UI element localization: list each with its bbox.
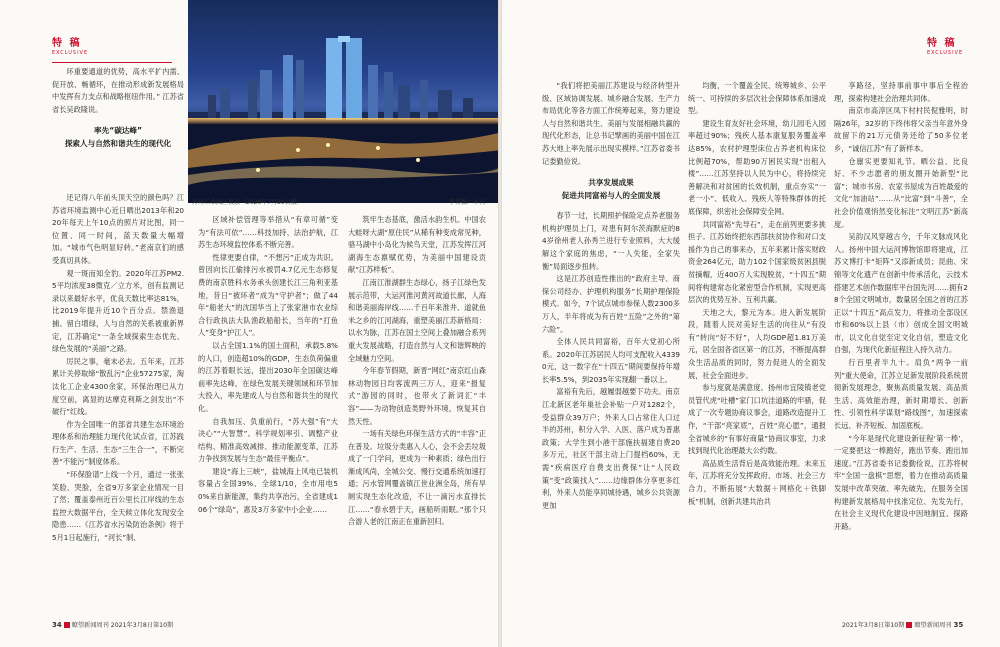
subheading: 探索人与自然和谐共生的现代化 — [64, 139, 172, 149]
section-label-right — [927, 34, 963, 56]
logo-mark-icon — [64, 622, 70, 628]
section-title-cn: 特 稿 — [927, 38, 957, 49]
city-skyline-illustration — [188, 0, 503, 203]
paragraph: “环保脸谱”上线一个月，通过一张张笑脸、哭脸，全省9万多家企业情况一目了然；覆盖泰州近百公里长江岸线的生态监控大数据平台，全天候立体化发现安全隐患……《江苏省水污染防治条例》将于5月1日起施行，“河长”制、 — [52, 470, 184, 543]
subheading: 促进共同富裕与人的全面发展 — [561, 191, 661, 201]
paragraph: 南京市高淳区凤下村村民倪雅明，时隔26年，32岁的下终伟将父亲当年意外身故留下的21万元债务还给了50多位老乡，“诚信江苏”有了新样本。 — [834, 106, 968, 153]
subheading: 率先“碳达峰” — [94, 126, 142, 136]
paragraph: 均衡，一个覆盖全民、统筹城乡、公平统一、可持续的多层次社会保障体系加速成型。 — [688, 81, 826, 116]
issue-date: 2021年3月8日第10期 — [842, 622, 905, 629]
paragraph: 性律更要自律，“不想污”正成为共识。曾因向长江偷排污水被罚4.7亿元生态修复费的南京胜科水务承头创建长江三角利亚基地，昔日“被环者”成为“守护者”；做了44年“船老大”的沈国华当上了张家港市农业综合行政执法大队渔政船船长，当年的“打鱼人”变身“护江人”。 — [198, 252, 338, 338]
left-column-3 — [348, 214, 486, 594]
paragraph: “我们将把美丽江苏建设与经济转型升级、区域协调发展、城乡融合发展、生产力布局优化等各方面工作统筹起来，努力建设人与自然和谐共生、美丽与发展相融共赢的现代化形态，让总书记擘画的美丽中国在江苏大地上率先展示出现实模样。”江苏省委书记娄勤俭说。 — [542, 81, 680, 166]
paragraph: 高品质生活背后是高效能治理。未来五年，江苏将充分发挥政府、市场、社会三方合力，不断拓展“大数据＋网格化＋铁脚板”机制，创新共建共治共 — [688, 458, 826, 506]
paragraph: 参与度就是满意度。扬州市宜陵镇老党员管代虎“吐槽”家门口坑洼道路的牢骚，促成了一次专题协商议事会，道路改造提升工作，“干部“亮家底”，百姓“亮心愿”，通报全省城乡的“有事好商量”协商议事室，力求找到现代化治理最大公约数。 — [688, 383, 826, 456]
section-title-cn: 特 稿 — [52, 38, 82, 49]
paragraph: 作为全国唯一的部省共建生态环境治理体系和治理能力现代化试点省，江苏践行生产、生活、生态“三生合一”，不断完善“不能污”制度体系。 — [52, 419, 184, 467]
section-rule — [52, 62, 172, 63]
paragraph: 吴韵汉风穿越古今，千年文脉成风化人。扬州中国大运河博物馆即将建成，江苏文博打卡“矩阵”又添新成员；昆曲、宋锦等文化遗产在创新中传承活化，云技术搭建艺术创作数据库平台国先河……拥有28个全国文明城市，数量居全国之首的江苏正以“十四五”高点发力，将推动全部设区市和60%以上县（市）创成全国文明城市，以文化自觉至定文化自信，塑造文化自强，为现代化新征程注入持久动力。 — [834, 232, 968, 355]
paragraph: 仓廪实更要知礼节。晒公益、比良好、不少志愿者的朋友圈开始新型“比富”；城市书房、农家书屋成为百姓最爱的文化“加油站”……从“比富”到“斗善”，全社会价值观悄然变化标注“文明江苏”新高度。 — [834, 156, 968, 229]
right-column-2 — [688, 80, 826, 594]
logo-mark-icon — [906, 622, 912, 628]
paragraph: 春节一过，长期照护保险定点养老服务机构护理员上门，对患有阿尔茨海默症的84岁徐州老人孙秀兰进行专业照料，大大缓解这个家庭的焦虑，“一人失能，全家失衡”局面逐步扭转。 — [542, 211, 680, 271]
paragraph: 江南江淮湖群生态绿心，扬子江绿色发展示范带，大运河淮河黄河故道长廊，人海和谐美丽海岸线……千百年来淮井、道就鱼米之乡的江河湖海，重塑美丽江苏新格局：以水为脉，江苏在国土空间上叠加融合系列重大发展战略，打造自然与人文和谐辉映的全域魅力空间。 — [348, 277, 486, 363]
paragraph: 今年春节假期，新晋“网红”南京红山森林动物园日均客流两三万人，迎来“报复式”游园的同时，也带火了新词汇“丰容”——为动物创造类野外环境，恢复其自然天性。 — [348, 366, 486, 426]
paragraph: 筑牢生态基底，激活水韵生机。中国农大蛙呀大湖“原住民”从稀有种变成常见种，骆马湖中小岛化为候鸟天堂，江苏发挥江河湖海生态禀赋优势，为美丽中国建设贡献“江苏样板”。 — [348, 215, 486, 275]
paragraph: 观一斑而知全豹。2020年江苏PM2.5平均浓度38微克／立方米，创有监测记录以来最好水平，优良天数比率达81%，比2019年提升近10个百分点。禁渔退捕、留白增绿，人与自然的关系被重新界定，江苏确定“一条全域探索生态优先、绿色发展的“美丽”之路。 — [52, 268, 184, 354]
photo-credit: 李博摄／本刊 — [449, 199, 486, 206]
left-column-1 — [52, 192, 184, 594]
suzhou-night-photo — [188, 0, 503, 203]
magazine-name: 瞭望新闻周刊 — [71, 622, 109, 629]
paragraph: 行百里者半九十。肩负“两争一前列”重大使命，江苏立足新发展阶段系统贯彻新发展理念，聚焦高质量发展、高品质生活、高效能治理，新时期增长、创新性、引领性科学谋划“路线图”，加速探索长远、补齐短板、加固底板。 — [834, 358, 968, 431]
paragraph: 以占全国1.1%的国土面积，承载5.8%的人口，创造超10%的GDP，生态负荷偏重的江苏着眼长远，提出2030年全国碳达峰前率先达峰，在绿色发展关键领域和环节加大投入，率先建成人与自然和谐共生的现代化。 — [198, 340, 338, 413]
paragraph: 厉民之事，毫末必去。五年来，江苏累计关停取缔“散乱污”企业57275家，淘汰化工企业4300余家，环保治理已从力度空前，离显的达摩克利斯之剑发出“不破行”红线。 — [52, 356, 184, 417]
left-column-2 — [198, 214, 338, 594]
section-title-en: EXCLUSIVE — [927, 50, 964, 56]
paragraph: 享路径，坚持事前事中事后全程治理，探索构建社会治理共同体。 — [834, 81, 968, 103]
paragraph: 天地之大，黎元为本。进入新发展阶段，随着人民对美好生活的向往从“有没有”转向“好不好”，人均GDP超1.81万美元，居全国各省区第一的江苏，不断提高群众生活品质的同时，努力促进人的全面发展，社会全面进步。 — [688, 307, 826, 380]
paragraph: “今年是现代化建设新征程‘第一棒’，一定要把这一棒跑好，跑出节奏、跑出加速度。”江苏省委书记娄勤俭说，江苏将树牢“全国一盘棋”思想，着力在推动高质量发展中改革突破、率先破先，在服务全国构建新发展格局中找准定位、先发先行，在社会主义现代化建设中因地制宜、探路开路。 — [834, 433, 968, 531]
magazine-name: 瞭望新闻周刊 — [914, 622, 952, 629]
paragraph: 环重要通道的优势，高水平扩内需、促开放、畅循环，在推动形成新发展格局中发挥有力支点和战略枢纽作用。” 江苏省省长吴政隆说。 — [52, 67, 184, 114]
paragraph: 建设生育友好社会环境，幼儿园毛入园率超过90%；残疾人基本康复服务覆盖率达85%，农村护理型床位占养老机构床位比例超70%，帮助90万困民实现“出租入楼”……江苏坚持以人民为中心，将持续完善解决和对贫困的长效机制，重点夯实“一老一小”、低收入、残疾人等特殊群体的托底保障，织密社会保障安全网。 — [688, 118, 826, 216]
footer-left — [52, 620, 173, 629]
right-page — [502, 0, 1000, 647]
section-label-left — [52, 34, 88, 56]
paragraph: 还记得八年前头顶天空的颜色吗？江苏省环境监测中心近日晒出2013年和2020年每天上午10点的照片对比图，同一位置、同一时间，蓝天数量大幅增加。“城市气色明显好转。”老南京们的感受真切具体。 — [52, 193, 184, 265]
subheading: 共享发展成果 — [588, 178, 634, 188]
paragraph: 全体人民共同富裕，百年大党初心所系。2020年江苏居民人均可支配收入43390元，这一数字在“十四五”期间要保持年增长率5.5%，到2035年实现翻一番以上。 — [542, 337, 680, 384]
left-page — [0, 0, 498, 647]
paragraph: 共同富裕“先导石”，走在前列更要多挑担子。江苏始终把东西部扶贫协作和对口支援作为自己的事来办，五年来累计落实财政资金264亿元，助力102个国家级贫困县脱贫摘帽，近400万人实现脱贫，“十四五”期间将构建常态化紧密型合作机制，实现更高层次的优势互补、互利共赢。 — [688, 219, 826, 305]
paragraph: 建设“海上三峡”，盐城海上风电已装机容量占全国39%、全球1/10，全市用电50%来自新能源，集约共享治污，全省建成106个“绿岛”，惠及3万多家中小企业…… — [198, 466, 338, 514]
page-number: 35 — [953, 621, 964, 629]
photo-caption: 苏州工业园区夜景（2020年7月30日摄） — [192, 199, 303, 206]
paragraph: 一场有关绿色环保生活方式的“丰容”正在普及。垃圾分类惠入人心，会不会丢垃圾成了一门学问，更成为一种素质；绿色出行渐成风尚，全城公交、慢行交通系统加速打通；污水管网覆盖镇江世业洲全岛，所有旱厕实现生态化改造，不让一滴污水直排长江……“春水碧于天，画船听雨眠。”那个只合游人老的江南正在重新回归。 — [348, 429, 486, 527]
paragraph: 自我加压、负重前行，“苏大强”有“大决心”“大智慧”。科学规划率引、调整产业结构、精准高效减排、推动能源变革，江苏力争找到发展与生态“最佳平衡点”。 — [198, 416, 338, 464]
right-column-3 — [834, 80, 968, 594]
footer-right — [842, 620, 963, 629]
left-column-1-top — [52, 66, 184, 194]
paragraph: 区域补偿管理等举措从“有章可循”变为“有法可依”……科技加持、法治护航，江苏生态环境监控体系不断完善。 — [198, 215, 338, 250]
page-number: 34 — [52, 621, 62, 629]
section-title-en: EXCLUSIVE — [52, 50, 89, 56]
paragraph: 富裕有先后，越履弱越要下功夫。南京江北新区老年巢社会补贴一户对1282个，受益群众39万户；外来人口占常住人口过半的苏州，积分入学、入医、落户成为普惠政策；大学生到小港干部施扶福建自费20多万元，社区干部主动上门提档60%，无需“疾病医疗自费支出费保”让“人民政策”变“政策找人”……边缘群体分享更多红利，外来人员能享同城待遇，城乡公共资源更加 — [542, 387, 680, 510]
paragraph: 这是江苏创造性推出的“政府主导、商保公司经办、护理机构服务”长期护理保险模式。如今，7个试点城市参保人数2300多万人，半年将成为有百姓“五险”之外的“第六险”。 — [542, 274, 680, 334]
right-column-1 — [542, 80, 680, 594]
issue-date: 2021年3月8日第10期 — [110, 622, 174, 629]
